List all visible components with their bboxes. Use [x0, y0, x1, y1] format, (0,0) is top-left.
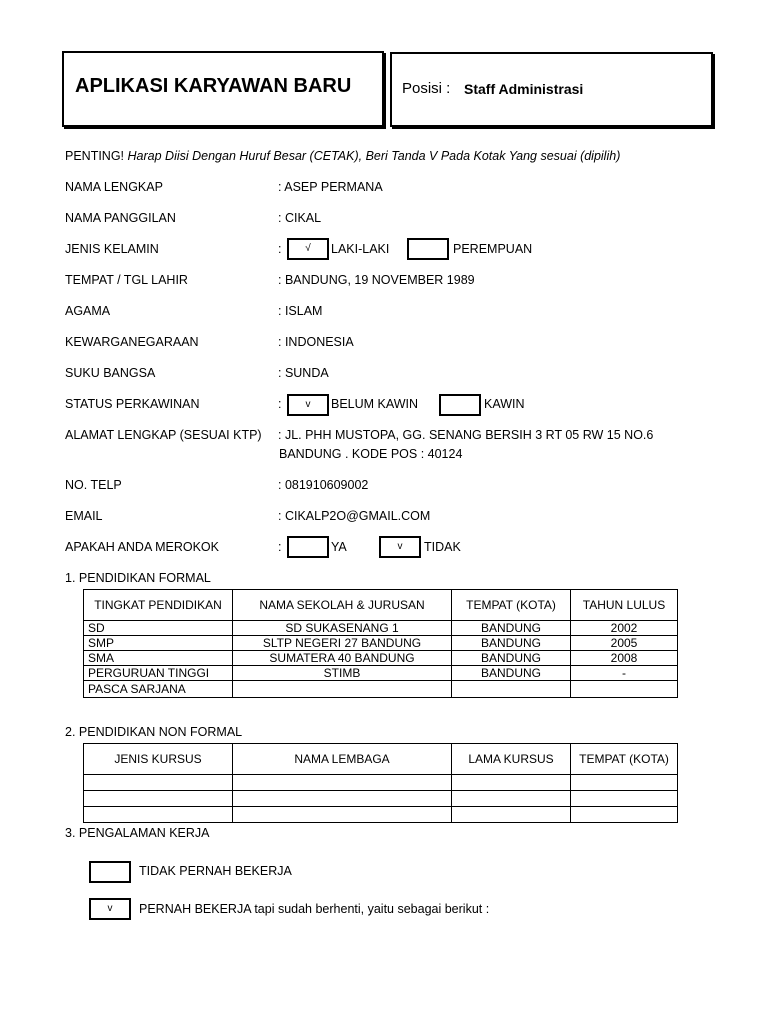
note-text: Harap Diisi Dengan Huruf Besar (CETAK), Beri Tanda V Pada Kotak Yang sesuai (dipilih) — [124, 149, 621, 163]
col-header: LAMA KURSUS — [452, 744, 571, 775]
table-row — [84, 775, 678, 791]
cell[interactable]: BANDUNG — [452, 666, 571, 681]
note-prefix: PENTING! — [65, 149, 125, 163]
label-nama-panggilan: NAMA PANGGILAN — [65, 211, 176, 225]
cell[interactable]: BANDUNG — [452, 621, 571, 636]
cell[interactable] — [233, 775, 452, 791]
value-nama-lengkap[interactable]: : ASEP PERMANA — [278, 180, 383, 194]
table-row — [84, 636, 678, 651]
position-value[interactable]: Staff Administrasi — [464, 81, 584, 97]
table-row — [84, 791, 678, 807]
value-kewarganegaraan[interactable]: : INDONESIA — [278, 335, 354, 349]
cell[interactable]: SMP — [84, 636, 233, 651]
option-pernah-bekerja: PERNAH BEKERJA tapi sudah berhenti, yaitu sebagai berikut : — [139, 902, 490, 916]
cell[interactable]: 2008 — [571, 651, 678, 666]
table-non-formal — [83, 743, 678, 823]
label-nama-lengkap: NAMA LENGKAP — [65, 180, 163, 194]
option-perempuan: PEREMPUAN — [453, 242, 533, 256]
label-merokok: APAKAH ANDA MEROKOK — [65, 540, 219, 554]
checkbox-kawin[interactable] — [439, 394, 481, 416]
page-title: APLIKASI KARYAWAN BARU — [75, 75, 352, 97]
cell[interactable] — [452, 775, 571, 791]
cell[interactable] — [571, 681, 678, 698]
label-status: STATUS PERKAWINAN — [65, 397, 200, 411]
cell[interactable]: SMA — [84, 651, 233, 666]
option-laki-laki: LAKI-LAKI — [331, 242, 390, 256]
table-row — [84, 681, 678, 698]
option-belum-kawin: BELUM KAWIN — [331, 397, 419, 411]
option-kawin: KAWIN — [484, 397, 525, 411]
position-label: Posisi : — [402, 80, 451, 97]
cell[interactable]: PERGURUAN TINGGI — [84, 666, 233, 681]
cell[interactable] — [233, 681, 452, 698]
col-header: NAMA SEKOLAH & JURUSAN — [233, 590, 452, 621]
cell[interactable] — [84, 775, 233, 791]
option-ya: YA — [331, 540, 347, 554]
table-row — [84, 807, 678, 823]
col-header: TEMPAT (KOTA) — [452, 590, 571, 621]
value-nama-panggilan[interactable]: : CIKAL — [278, 211, 322, 225]
value-telp[interactable]: : 081910609002 — [278, 478, 369, 492]
table-row — [84, 621, 678, 636]
value-alamat-line1[interactable]: : JL. PHH MUSTOPA, GG. SENANG BERSIH 3 RT 05 RW 15 NO.6 — [278, 428, 654, 442]
cell[interactable] — [84, 791, 233, 807]
cell[interactable] — [452, 791, 571, 807]
cell[interactable] — [233, 791, 452, 807]
col-header: NAMA LEMBAGA — [233, 744, 452, 775]
section-title-pengalaman: 3. PENGALAMAN KERJA — [65, 826, 210, 840]
cell[interactable]: SUMATERA 40 BANDUNG — [233, 651, 452, 666]
label-jenis-kelamin: JENIS KELAMIN — [65, 242, 159, 256]
cell[interactable] — [452, 681, 571, 698]
col-header: TINGKAT PENDIDIKAN — [84, 590, 233, 621]
option-tidak-pernah-bekerja: TIDAK PERNAH BEKERJA — [139, 864, 292, 878]
cell[interactable]: SD SUKASENANG 1 — [233, 621, 452, 636]
cell[interactable] — [233, 807, 452, 823]
instruction-note — [65, 149, 620, 163]
section-title-non-formal: 2. PENDIDIKAN NON FORMAL — [65, 725, 243, 739]
cell[interactable] — [452, 807, 571, 823]
cell[interactable] — [571, 807, 678, 823]
colon-status: : — [278, 397, 282, 411]
checkbox-tidak-pernah-bekerja[interactable] — [89, 861, 131, 883]
checkbox-tidak[interactable]: v — [379, 536, 421, 558]
value-agama[interactable]: : ISLAM — [278, 304, 323, 318]
col-header: TAHUN LULUS — [571, 590, 678, 621]
checkbox-perempuan[interactable] — [407, 238, 449, 260]
cell[interactable]: SLTP NEGERI 27 BANDUNG — [233, 636, 452, 651]
table-header-row — [84, 744, 678, 775]
checkbox-ya[interactable] — [287, 536, 329, 558]
value-email[interactable]: : CIKALP2O@GMAIL.COM — [278, 509, 431, 523]
table-row — [84, 666, 678, 681]
table-header-row — [84, 590, 678, 621]
cell[interactable]: 2005 — [571, 636, 678, 651]
label-email: EMAIL — [65, 509, 103, 523]
label-telp: NO. TELP — [65, 478, 122, 492]
value-ttl[interactable]: : BANDUNG, 19 NOVEMBER 1989 — [278, 273, 475, 287]
cell[interactable]: BANDUNG — [452, 651, 571, 666]
label-kewarganegaraan: KEWARGANEGARAAN — [65, 335, 199, 349]
table-row — [84, 651, 678, 666]
cell[interactable]: STIMB — [233, 666, 452, 681]
cell[interactable]: - — [571, 666, 678, 681]
checkbox-pernah-bekerja[interactable]: v — [89, 898, 131, 920]
cell[interactable]: PASCA SARJANA — [84, 681, 233, 698]
col-header: TEMPAT (KOTA) — [571, 744, 678, 775]
label-agama: AGAMA — [65, 304, 111, 318]
position-box — [390, 52, 713, 127]
checkbox-laki-laki[interactable]: √ — [287, 238, 329, 260]
cell[interactable]: 2002 — [571, 621, 678, 636]
label-ttl: TEMPAT / TGL LAHIR — [65, 273, 188, 287]
label-alamat: ALAMAT LENGKAP (SESUAI KTP) — [65, 428, 262, 442]
cell[interactable] — [571, 775, 678, 791]
label-suku: SUKU BANGSA — [65, 366, 156, 380]
cell[interactable] — [84, 807, 233, 823]
cell[interactable] — [571, 791, 678, 807]
table-formal — [83, 589, 678, 698]
checkbox-belum-kawin[interactable]: v — [287, 394, 329, 416]
col-header: JENIS KURSUS — [84, 744, 233, 775]
colon-merokok: : — [278, 540, 282, 554]
value-suku[interactable]: : SUNDA — [278, 366, 329, 380]
cell[interactable]: SD — [84, 621, 233, 636]
section-title-formal: 1. PENDIDIKAN FORMAL — [65, 571, 211, 585]
title-box — [62, 51, 384, 127]
colon-jenis-kelamin: : — [278, 242, 282, 256]
cell[interactable]: BANDUNG — [452, 636, 571, 651]
option-tidak: TIDAK — [424, 540, 461, 554]
value-alamat-line2[interactable]: BANDUNG . KODE POS : 40124 — [279, 447, 463, 461]
